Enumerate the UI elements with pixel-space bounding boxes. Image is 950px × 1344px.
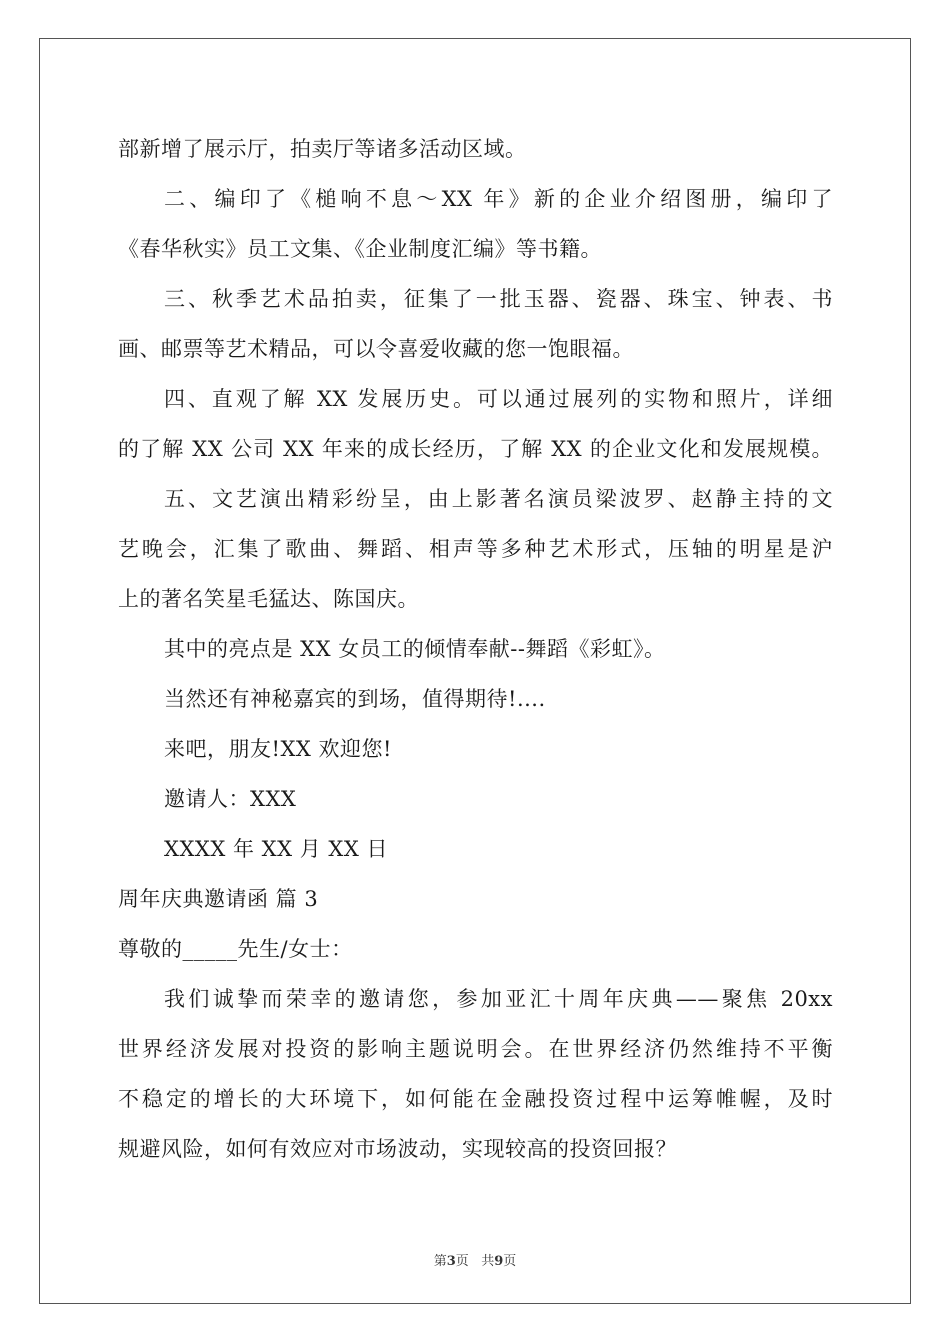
text-line: 画、邮票等艺术精品，可以令喜爱收藏的您一饱眼福。 [118, 337, 634, 361]
text-line: 的了解 XX 公司 XX 年来的成长经历，了解 XX 的企业文化和发展规模。 [118, 437, 833, 461]
text-line: 当然还有神秘嘉宾的到场，值得期待!.... [164, 687, 546, 711]
text-line: 周年庆典邀请函 篇 3 [118, 887, 319, 911]
text-line: 上的著名笑星毛猛达、陈国庆。 [118, 587, 419, 611]
text-line: 世界经济发展对投资的影响主题说明会。在世界经济仍然维持不平衡 [118, 1037, 833, 1061]
text-line: 不稳定的增长的大环境下，如何能在金融投资过程中运筹帷幄，及时 [118, 1087, 833, 1111]
page-number: 3 [446, 1254, 456, 1269]
total-suffix: 页 [503, 1254, 517, 1269]
text-line: 来吧，朋友!XX 欢迎您! [164, 737, 392, 761]
total-prefix: 共 [481, 1254, 495, 1269]
text-line: 三、秋季艺术品拍卖，征集了一批玉器、瓷器、珠宝、钟表、书 [164, 287, 833, 311]
text-line: 部新增了展示厅，拍卖厅等诸多活动区域。 [118, 137, 527, 161]
page-footer [0, 1250, 950, 1269]
document-body [118, 124, 833, 1174]
text-line: 《春华秋实》员工文集、《企业制度汇编》等书籍。 [118, 237, 602, 261]
page-suffix: 页 [455, 1254, 469, 1269]
page-prefix: 第 [433, 1254, 447, 1269]
text-line: 二、编印了《槌响不息～XX 年》新的企业介绍图册，编印了 [164, 187, 833, 211]
text-line: 五、文艺演出精彩纷呈，由上影著名演员梁波罗、赵静主持的文 [164, 487, 833, 511]
text-line: 尊敬的_____先生/女士： [118, 937, 353, 961]
text-line: XXXX 年 XX 月 XX 日 [164, 837, 388, 861]
text-line: 我们诚挚而荣幸的邀请您，参加亚汇十周年庆典——聚焦 20xx [164, 987, 833, 1011]
total-pages: 9 [494, 1254, 504, 1269]
text-line: 四、直观了解 XX 发展历史。可以通过展列的实物和照片，详细 [164, 387, 833, 411]
text-line: 邀请人：XXX [164, 787, 297, 811]
text-line: 艺晚会，汇集了歌曲、舞蹈、相声等多种艺术形式，压轴的明星是沪 [118, 537, 833, 561]
text-line: 其中的亮点是 XX 女员工的倾情奉献--舞蹈《彩虹》。 [164, 637, 666, 661]
text-line: 规避风险，如何有效应对市场波动，实现较高的投资回报？ [118, 1137, 677, 1161]
